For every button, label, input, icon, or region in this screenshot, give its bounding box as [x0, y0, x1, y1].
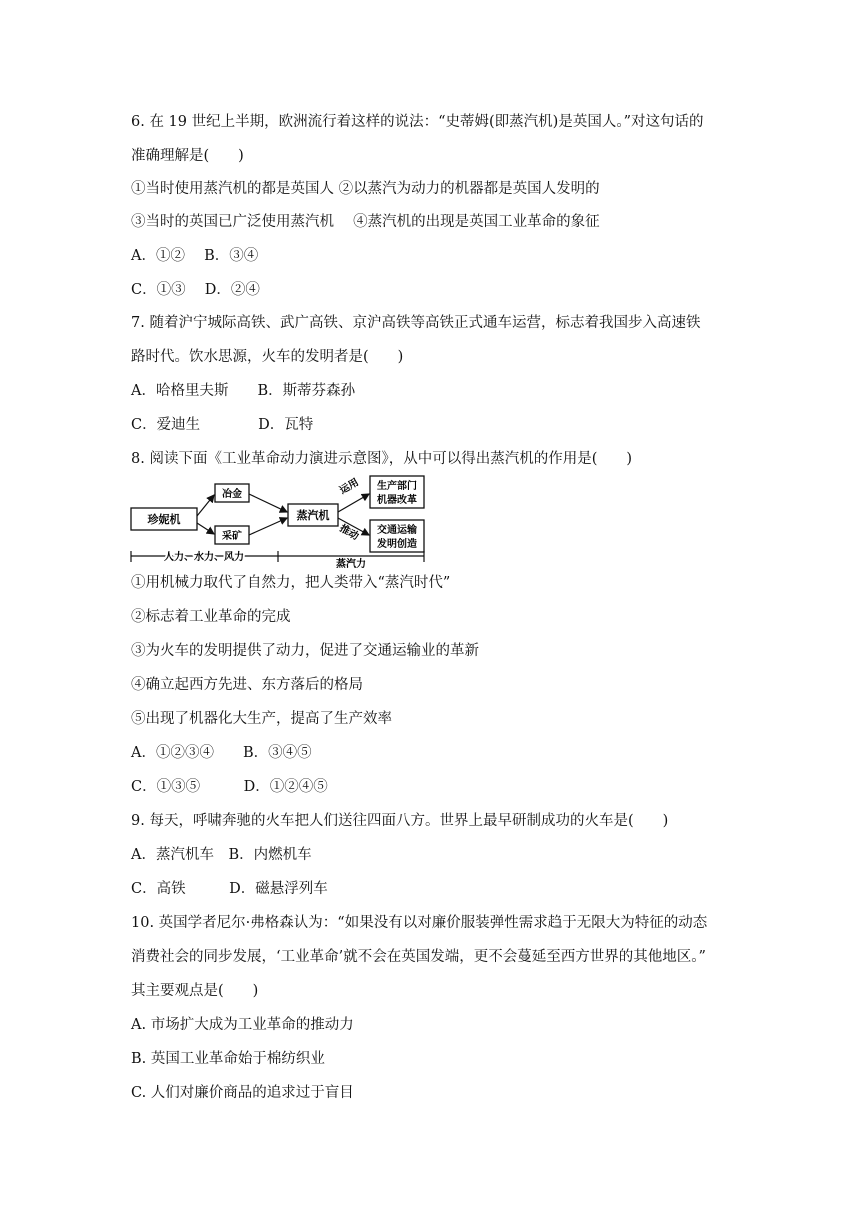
q8-options-cd: C．①③⑤ D．①②④⑤: [131, 779, 328, 795]
q10-option-a: A. 市场扩大成为工业革命的推动力: [131, 1017, 354, 1033]
q7-options-cd: C．爱迪生 D．瓦特: [131, 417, 314, 433]
q10-stem-line2: 消费社会的同步发展，‘工业革命’就不会在英国发端，更不会蔓延至西方世界的其他地区。”: [131, 949, 706, 965]
steam-engine-label: 蒸汽机: [296, 509, 330, 522]
q8-statement-4: ④确立起西方先进、东方落后的格局: [131, 677, 363, 693]
q9-stem: 9. 每天，呼啸奔驰的火车把人们送往四面八方。世界上最早研制成功的火车是( ): [131, 813, 669, 829]
q8-options-ab: A．①②③④ B．③④⑤: [131, 745, 312, 761]
smelting-label: 冶金: [222, 489, 242, 500]
q7-stem-line2: 路时代。饮水思源，火车的发明者是( ): [131, 349, 404, 365]
applied-label: 运用: [338, 477, 361, 497]
q6-statement-1-2: ①当时使用蒸汽机的都是英国人 ②以蒸汽为动力的机器都是英国人发明的: [131, 181, 600, 197]
q6-stem-line1: 6. 在 19 世纪上半期，欧洲流行着这样的说法：“史蒂姆(即蒸汽机)是英国人。”对这句话的: [131, 114, 704, 130]
spinning-machine-label: 珍妮机: [147, 513, 181, 526]
q8-statement-2: ②标志着工业革命的完成: [131, 609, 291, 625]
mining-label: 采矿: [222, 531, 242, 542]
production-label-line2: 机器改革: [377, 495, 417, 506]
q6-options-ab: A．①② B．③④: [131, 248, 259, 264]
q10-option-c: C. 人们对廉价商品的追求过于盲目: [131, 1085, 354, 1101]
q9-options-ab: A．蒸汽机车 B．内燃机车: [131, 847, 312, 863]
transport-label-line1: 交通运输: [377, 525, 417, 536]
q6-statement-3-4: ③当时的英国已广泛使用蒸汽机 ④蒸汽机的出现是英国工业革命的象征: [131, 214, 600, 230]
steam-power-label: 蒸汽力: [336, 559, 366, 568]
power-evolution-diagram: [128, 472, 428, 568]
q8-statement-1: ①用机械力取代了自然力，把人类带入“蒸汽时代”: [131, 575, 451, 591]
natural-power-label: 人力、水力、风力: [164, 552, 244, 563]
transport-label-line2: 发明创造: [377, 539, 417, 550]
q10-stem-line1: 10. 英国学者尼尔·弗格森认为：“如果没有以对廉价服装弹性需求趋于无限大为特征的动态: [131, 915, 708, 931]
q8-statement-5: ⑤出现了机器化大生产，提高了生产效率: [131, 711, 392, 727]
q10-stem-line3: 其主要观点是( ): [131, 983, 259, 999]
q6-options-cd: C．①③ D．②④: [131, 282, 260, 298]
q9-options-cd: C．高铁 D．磁悬浮列车: [131, 881, 328, 897]
q7-stem-line1: 7. 随着沪宁城际高铁、武广高铁、京沪高铁等高铁正式通车运营，标志着我国步入高速铁: [131, 315, 701, 331]
q8-statement-3: ③为火车的发明提供了动力，促进了交通运输业的革新: [131, 643, 479, 659]
production-label-line1: 生产部门: [377, 481, 417, 492]
q8-stem: 8. 阅读下面《工业革命动力演进示意图》，从中可以得出蒸汽机的作用是( ): [131, 451, 633, 467]
q6-stem-line2: 准确理解是( ): [131, 148, 244, 164]
promoted-label: 推动: [337, 523, 361, 543]
q10-option-b: B. 英国工业革命始于棉纺织业: [131, 1051, 325, 1067]
q7-options-ab: A．哈格里夫斯 B．斯蒂芬森孙: [131, 383, 356, 399]
